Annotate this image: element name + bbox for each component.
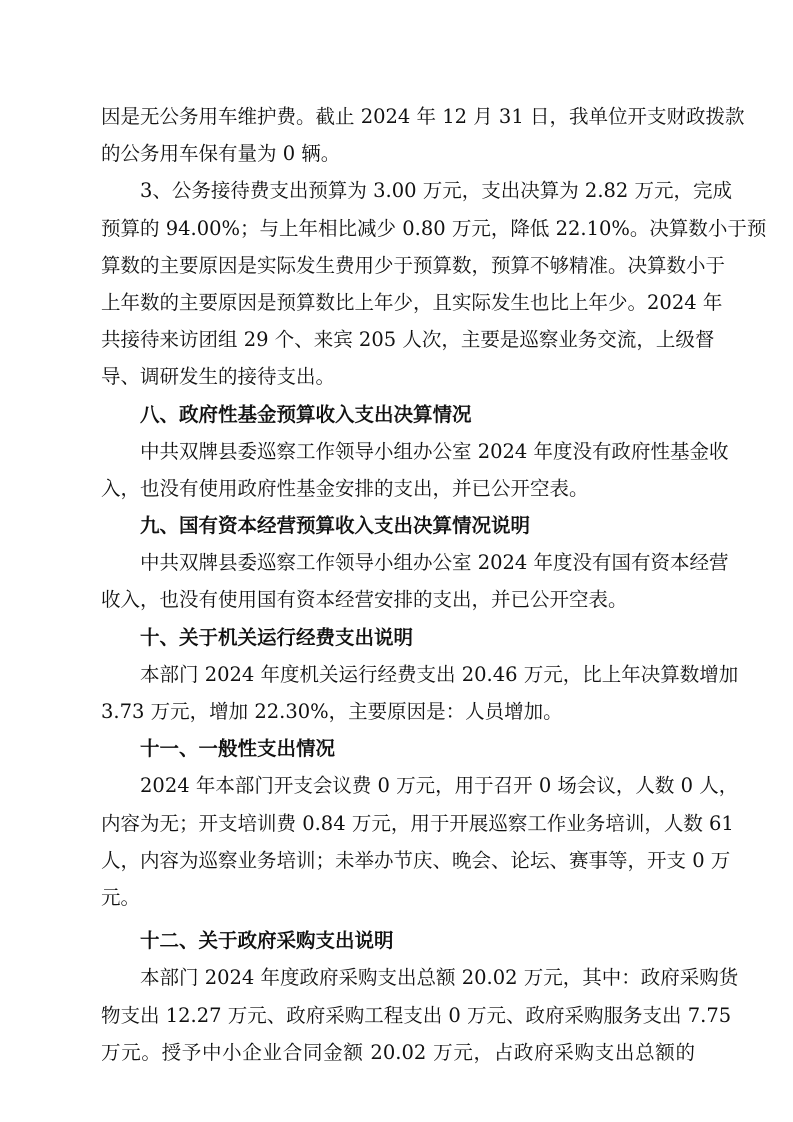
paragraph-line: 因是无公务用车维护费。截止 2024 年 12 月 31 日，我单位开支财政拨款 bbox=[101, 105, 745, 128]
paragraph-line: 元。 bbox=[101, 885, 141, 909]
paragraph-line: 入，也没有使用政府性基金安排的支出，并已公开空表。 bbox=[101, 476, 589, 500]
paragraph-line: 收入，也没有使用国有资本经营安排的支出，并已公开空表。 bbox=[101, 588, 628, 612]
paragraph-line: 的公务用车保有量为 0 辆。 bbox=[101, 142, 341, 166]
paragraph-line: 物支出 12.27 万元、政府采购工程支出 0 万元、政府采购服务支出 7.75 bbox=[101, 1003, 732, 1027]
paragraph-line: 预算的 94.00%；与上年相比减少 0.80 万元，降低 22.10%。决算数小于预 bbox=[101, 216, 767, 240]
section-heading-10: 十、关于机关运行经费支出说明 bbox=[140, 625, 414, 649]
paragraph-line: 人，内容为巡察业务培训；未举办节庆、晚会、论坛、赛事等，开支 0 万 bbox=[101, 848, 731, 872]
paragraph-line: 本部门 2024 年度机关运行经费支出 20.46 万元，比上年决算数增加 bbox=[140, 662, 739, 686]
paragraph-line: 万元。授予中小企业合同金额 20.02 万元，占政府采购支出总额的 bbox=[101, 1040, 695, 1064]
paragraph-line: 共接待来访团组 29 个、来宾 205 人次，主要是巡察业务交流，上级督 bbox=[101, 328, 715, 352]
section-heading-9: 九、国有资本经营预算收入支出决算情况说明 bbox=[140, 514, 531, 538]
paragraph-line: 内容为无；开支培训费 0.84 万元，用于开展巡察工作业务培训，人数 61 bbox=[101, 811, 734, 835]
paragraph-line: 导、调研发生的接待支出。 bbox=[101, 365, 336, 389]
paragraph-line: 算数的主要原因是实际发生费用少于预算数，预算不够精准。决算数小于 bbox=[101, 253, 726, 277]
paragraph-line: 2024 年本部门开支会议费 0 万元，用于召开 0 场会议，人数 0 人， bbox=[140, 774, 739, 798]
document-body bbox=[101, 98, 767, 1071]
paragraph-line: 上年数的主要原因是预算数比上年少，且实际发生也比上年少。2024 年 bbox=[101, 290, 723, 314]
paragraph-line: 中共双牌县委巡察工作领导小组办公室 2024 年度没有国有资本经营 bbox=[140, 551, 729, 575]
paragraph-line: 3.73 万元，增加 22.30%，主要原因是：人员增加。 bbox=[101, 700, 563, 723]
section-heading-12: 十二、关于政府采购支出说明 bbox=[140, 929, 394, 953]
paragraph-line: 本部门 2024 年度政府采购支出总额 20.02 万元，其中：政府采购货 bbox=[140, 966, 739, 990]
section-heading-11: 十一、一般性支出情况 bbox=[140, 737, 336, 761]
section-heading-8: 八、政府性基金预算收入支出决算情况 bbox=[140, 402, 472, 426]
paragraph-line: 3、公务接待费支出预算为 3.00 万元，支出决算为 2.82 万元，完成 bbox=[140, 179, 733, 203]
paragraph-line: 中共双牌县委巡察工作领导小组办公室 2024 年度没有政府性基金收 bbox=[140, 439, 729, 463]
